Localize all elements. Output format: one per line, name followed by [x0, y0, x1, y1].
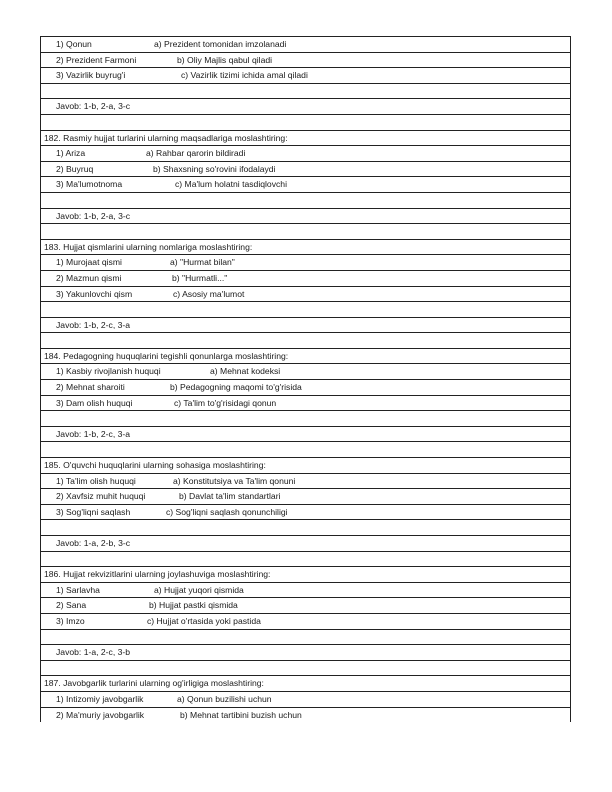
question-row — [41, 130, 570, 146]
match-row — [41, 254, 570, 270]
answer-text: Javob: 1-a, 2-b, 3-c — [56, 538, 131, 548]
match-left-text: 2) Sana — [56, 600, 87, 611]
match-right-text: b) Hujjat pastki qismida — [149, 600, 238, 611]
match-row — [41, 176, 570, 192]
match-left-text: 2) Buyruq — [56, 163, 94, 174]
match-right-text: b) Davlat ta'lim standartlari — [179, 491, 281, 502]
match-row — [41, 286, 570, 302]
match-right-text: c) Vazirlik tizimi ichida amal qiladi — [181, 70, 308, 81]
match-row — [41, 613, 570, 629]
match-left-text: 1) Murojaat qismi — [56, 257, 122, 268]
blank-row — [41, 332, 570, 348]
answer-row — [41, 208, 570, 224]
question-row — [41, 239, 570, 255]
blank-row — [41, 660, 570, 676]
question-row — [41, 566, 570, 582]
match-row — [41, 473, 570, 489]
match-right-text: a) Rahbar qarorin bildiradi — [146, 148, 246, 159]
match-right-text: b) "Hurmatli..." — [172, 272, 228, 283]
match-left-text: 3) Ma'lumotnoma — [56, 179, 123, 190]
match-right-text: c) Ta'lim to'g'risidagi qonun — [174, 397, 277, 408]
match-left-text: 1) Intizomiy javobgarlik — [56, 693, 144, 704]
question-row — [41, 675, 570, 691]
match-left-text: 3) Yakunlovchi qism — [56, 288, 133, 299]
match-left-text: 2) Xavfsiz muhit huquqi — [56, 491, 146, 502]
match-row — [41, 36, 570, 52]
match-right-text: a) Qonun buzilishi uchun — [177, 693, 272, 704]
match-right-text: a) Hujjat yuqori qismida — [154, 584, 244, 595]
document-table — [40, 36, 571, 722]
blank-row — [41, 83, 570, 99]
match-row — [41, 691, 570, 707]
question-row — [41, 348, 570, 364]
match-left-text: 2) Prezident Farmoni — [56, 54, 137, 65]
match-row — [41, 597, 570, 613]
match-left-text: 1) Ariza — [56, 148, 86, 159]
match-left-text: 1) Kasbiy rivojlanish huquqi — [56, 366, 161, 377]
match-row — [41, 504, 570, 520]
match-left-text: 3) Vazirlik buyrug'i — [56, 70, 126, 81]
match-right-text: a) Prezident tomonidan imzolanadi — [154, 39, 287, 49]
match-left-text: 2) Ma'muriy javobgarlik — [56, 709, 145, 720]
blank-row — [41, 551, 570, 567]
question-text: 186. Hujjat rekvizitlarini ularning joylashuviga moslashtiring: — [44, 569, 271, 580]
blank-row — [41, 223, 570, 239]
answer-text: Javob: 1-b, 2-c, 3-a — [56, 319, 131, 330]
match-row — [41, 52, 570, 68]
blank-row — [41, 114, 570, 130]
match-left-text: 2) Mehnat sharoiti — [56, 382, 125, 393]
match-right-text: b) Pedagogning maqomi to'g'risida — [170, 382, 302, 393]
question-row — [41, 457, 570, 473]
match-right-text: b) Mehnat tartibini buzish uchun — [180, 709, 302, 720]
question-text: 185. O'quvchi huquqlarini ularning sohasiga moslashtiring: — [44, 460, 266, 471]
match-row — [41, 270, 570, 286]
blank-row — [41, 301, 570, 317]
answer-row — [41, 317, 570, 333]
match-right-text: b) Shaxsning so'rovini ifodalaydi — [153, 163, 276, 174]
question-text: 184. Pedagogning huquqlarini tegishli qonunlarga moslashtiring: — [44, 350, 289, 361]
match-right-text: b) Oliy Majlis qabul qiladi — [177, 54, 273, 65]
answer-text: Javob: 1-b, 2-a, 3-c — [56, 210, 131, 221]
answer-row — [41, 535, 570, 551]
match-row — [41, 145, 570, 161]
answer-row — [41, 98, 570, 114]
question-text: 183. Hujjat qismlarini ularning nomlariga moslashtiring: — [44, 241, 253, 252]
match-right-text: a) Konstitutsiya va Ta'lim qonuni — [173, 475, 296, 486]
match-left-text: 2) Mazmun qismi — [56, 272, 122, 283]
match-row — [41, 161, 570, 177]
match-right-text: c) Hujjat o'rtasida yoki pastida — [147, 615, 261, 626]
blank-row — [41, 441, 570, 457]
match-left-text: 3) Imzo — [56, 615, 85, 626]
match-left-text: 3) Dam olish huquqi — [56, 397, 133, 408]
match-right-text: c) Sog'liqni saqlash qonunchiligi — [166, 506, 288, 517]
blank-row — [41, 629, 570, 645]
match-row — [41, 395, 570, 411]
answer-text: Javob: 1-b, 2-c, 3-a — [56, 428, 131, 439]
match-right-text: c) Asosiy ma'lumot — [173, 288, 245, 299]
question-text: 187. Javobgarlik turlarini ularning og'irligiga moslashtiring: — [44, 678, 264, 689]
match-row — [41, 67, 570, 83]
match-right-text: c) Ma'lum holatni tasdiqlovchi — [175, 179, 287, 190]
match-row — [41, 379, 570, 395]
match-left-text: 3) Sog'liqni saqlash — [56, 506, 131, 517]
match-left-text: 1) Qonun — [56, 39, 92, 49]
answer-row — [41, 644, 570, 660]
match-row — [41, 707, 570, 723]
match-right-text: a) "Hurmat bilan" — [170, 257, 235, 268]
blank-row — [41, 192, 570, 208]
answer-text: Javob: 1-a, 2-c, 3-b — [56, 647, 131, 658]
match-left-text: 1) Sarlavha — [56, 584, 100, 595]
match-row — [41, 488, 570, 504]
question-text: 182. Rasmiy hujjat turlarini ularning maqsadlariga moslashtiring: — [44, 132, 288, 143]
blank-row — [41, 410, 570, 426]
answer-text: Javob: 1-b, 2-a, 3-c — [56, 101, 131, 112]
match-right-text: a) Mehnat kodeksi — [210, 366, 281, 377]
match-row — [41, 363, 570, 379]
match-left-text: 1) Ta'lim olish huquqi — [56, 475, 136, 486]
blank-row — [41, 519, 570, 535]
match-row — [41, 582, 570, 598]
answer-row — [41, 426, 570, 442]
